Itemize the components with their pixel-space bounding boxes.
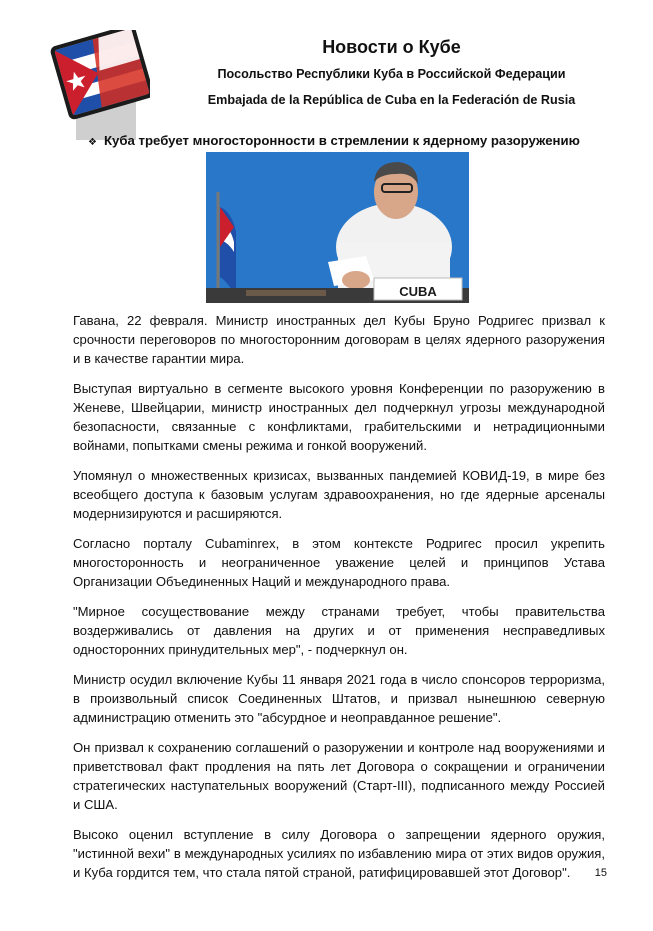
paragraph: "Мирное сосуществование между странами требует, чтобы правительства воздерживались от давления на других и от применения несправедливых односторонних принудительных мер", - подчеркнул он. (73, 604, 605, 657)
article-body (73, 311, 605, 893)
diamond-bullet-icon: ❖ (88, 137, 97, 148)
page-title: Новости о Кубе (322, 37, 461, 57)
headline-text: Куба требует многосторонности в стремлении к ядерному разоружению (104, 133, 580, 148)
article-headline (88, 133, 580, 148)
page-number: 15 (594, 867, 607, 879)
paragraph: Упомянул о множественных кризисах, вызванных пандемией КОВИД-19, в мире без всеобщего доступа к базовым услугам здравоохранения, но где ядерные арсеналы модернизируются и расширяются. (73, 468, 605, 521)
paragraph: Согласно порталу Cubaminrex, в этом контексте Родригес просил укрепить многосторонность и неограниченное уважение целей и принципов Устава Организации Объединенных Наций и международного права. (73, 536, 605, 589)
paragraph: Выступая виртуально в сегменте высокого уровня Конференции по разоружению в Женеве, Швейцарии, министр иностранных дел подчеркнул угрозы международной безопасности, связанные с конфликтами, грабительскими и нетрадиционными войнами, попытками смены режима и гонкой вооружений. (73, 381, 605, 453)
cuba-russia-flag-logo-icon (46, 30, 150, 144)
embassy-name-russian: Посольство Республики Куба в Российской Федерации (217, 67, 566, 81)
embassy-name-spanish: Embajada de la República de Cuba en la Federación de Rusia (207, 93, 576, 107)
minister-photo (206, 152, 469, 303)
paragraph: Он призвал к сохранению соглашений о разоружении и контроле над вооружениями и приветствовал факт продления на пять лет Договора о сокращении и ограничении стратегических наступательных вооружений (Старт-III), подписанного между Россией и США. (73, 740, 605, 812)
paragraph: Министр осудил включение Кубы 11 января 2021 года в число спонсоров терроризма, в произвольный список Соединенных Штатов, и призвал нынешнюю северную администрацию отменить это "абсурдное и неоправданное решение". (73, 672, 605, 725)
paragraph: Высоко оценил вступление в силу Договора о запрещении ядерного оружия, "истинной вехи" в международных усилиях по избавлению мира от этих видов оружия, и Куба гордится тем, что стала пятой страной, ратифицировавшей этот Договор". (73, 827, 605, 880)
nameplate-label: CUBA (399, 284, 437, 299)
paragraph: Гавана, 22 февраля. Министр иностранных дел Кубы Бруно Родригес призвал к срочности переговоров по многосторонним договорам в целях ядерного разоружения и в качестве гарантии мира. (73, 313, 605, 366)
